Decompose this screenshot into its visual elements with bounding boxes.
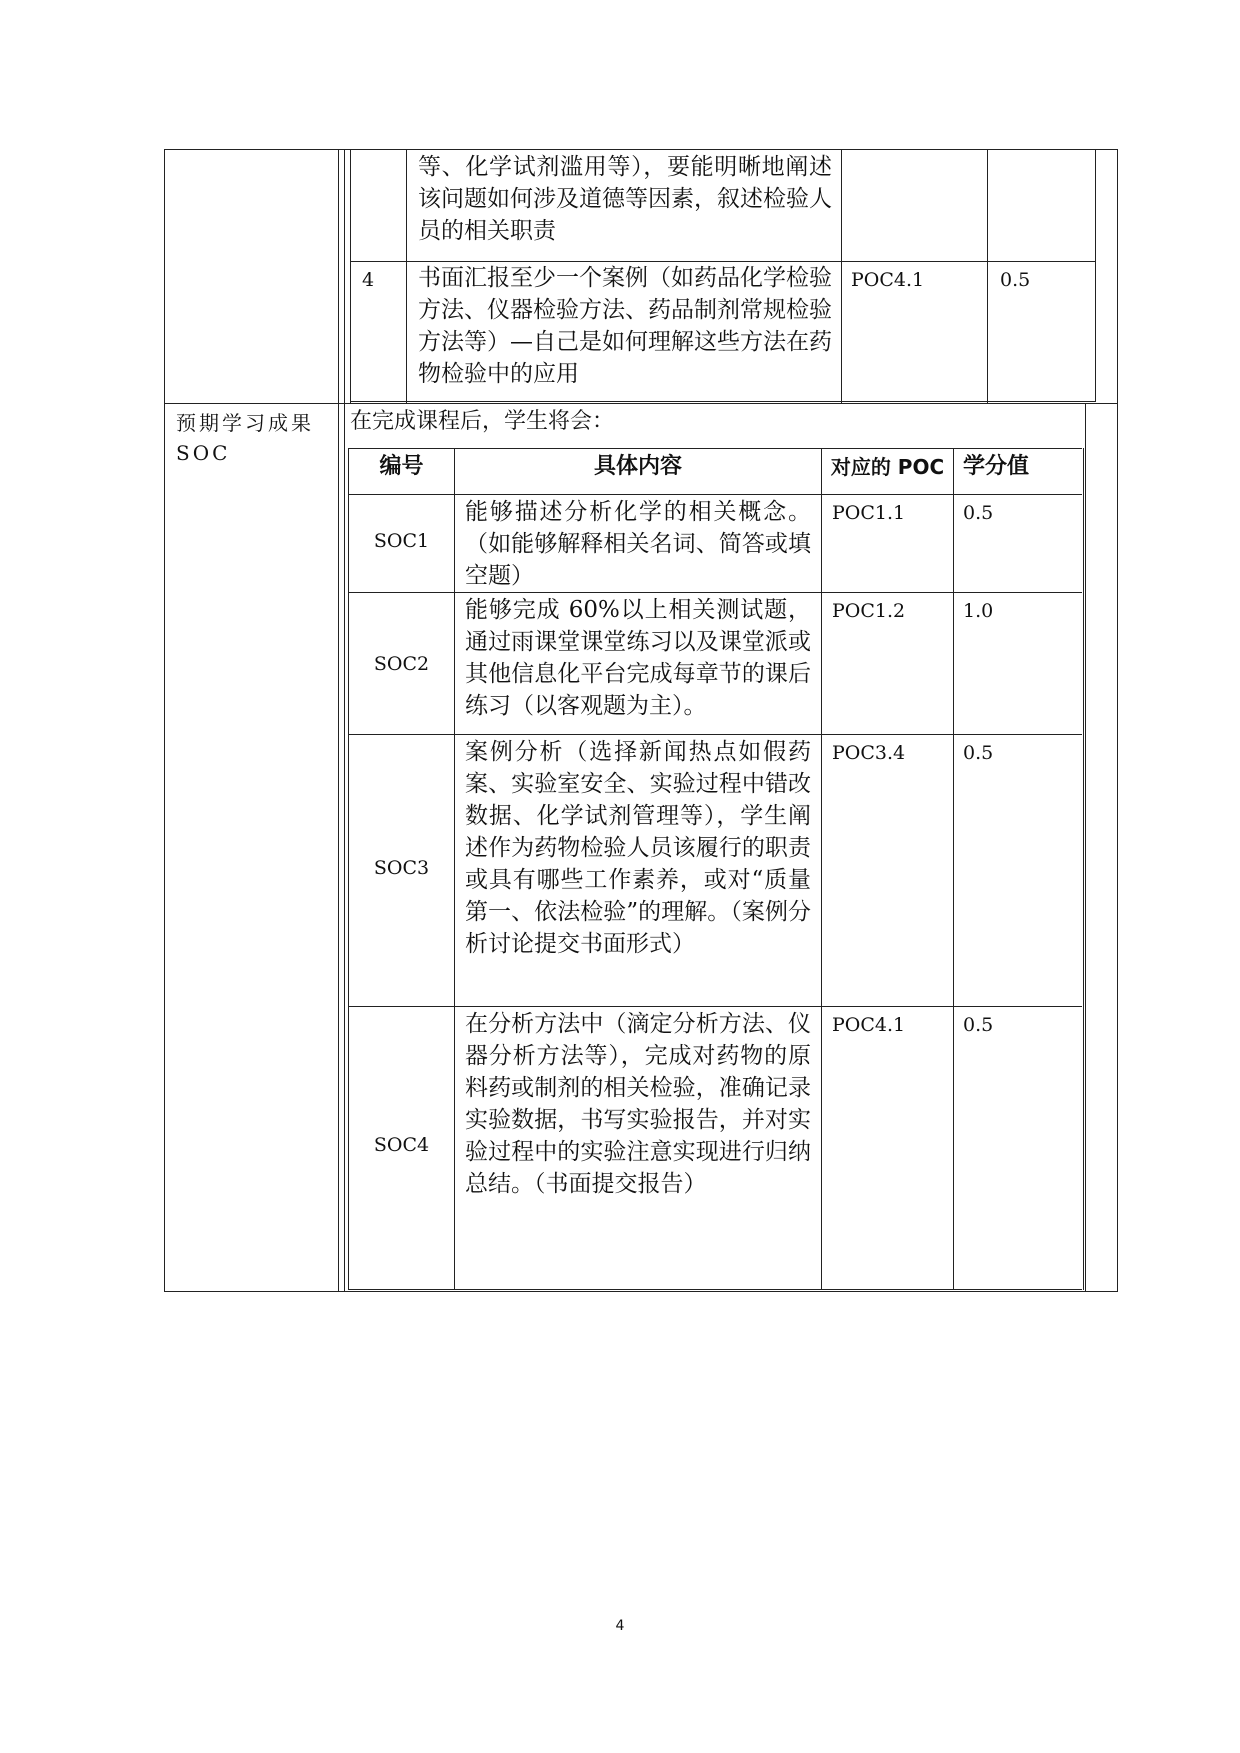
soc-row-2-content: 能够完成 60%以上相关测试题，通过雨课堂课堂练习以及课堂派或其他信息化平台完成每章节的课后练习（以客观题为主）。 — [465, 597, 811, 719]
label-column-divider-inner — [344, 149, 345, 1291]
soc-header-content: 具体内容 — [593, 454, 682, 479]
soc-row-2-credit: 1.0 — [963, 600, 994, 622]
outer-right-border — [1117, 149, 1118, 1291]
top-table-col-poc — [987, 149, 988, 403]
soc-table-top-border — [348, 448, 1082, 449]
soc-row-3-code: SOC3 — [373, 857, 430, 879]
top-table-bottom-border — [350, 401, 1096, 402]
soc-table-row-1-divider — [348, 592, 1082, 593]
soc-table-header-divider — [348, 494, 1082, 495]
outer-left-border — [164, 149, 165, 1291]
page-number: 4 — [615, 1618, 625, 1634]
soc-intro: 在完成课程后，学生将会： — [350, 409, 615, 434]
soc-table-col-code — [454, 448, 455, 1290]
soc-row-4-code: SOC4 — [373, 1134, 430, 1156]
top-row-2-credit: 0.5 — [1000, 269, 1031, 291]
soc-row-1-content: 能够描述分析化学的相关概念。（如能够解释相关名词、简答或填空题） — [465, 499, 811, 589]
inner-right-border-top — [1095, 149, 1096, 402]
soc-header-num: 编号 — [379, 454, 424, 479]
soc-row-2-code: SOC2 — [373, 653, 430, 675]
soc-row-3-credit: 0.5 — [963, 742, 994, 764]
soc-row-4-poc: POC4.1 — [832, 1014, 906, 1036]
soc-row-1-credit: 0.5 — [963, 502, 994, 524]
top-row-1-content: 等、化学试剂滥用等），要能明晰地阐述该问题如何涉及道德等因素，叙述检验人员的相关职责 — [418, 154, 832, 244]
top-row-2-content: 书面汇报至少一个案例（如药品化学检验方法、仪器检验方法、药品制剂常规检验方法等）—自己是如何理解这些方法在药物检验中的应用 — [418, 265, 832, 387]
soc-row-3-poc: POC3.4 — [832, 742, 906, 764]
soc-table-right-border — [1083, 448, 1084, 1290]
soc-row-1-poc: POC1.1 — [832, 502, 906, 524]
top-table-col-num — [406, 149, 407, 403]
label-column-divider — [338, 149, 339, 1291]
soc-row-4-content: 在分析方法中（滴定分析方法、仪器分析方法等），完成对药物的原料药或制剂的相关检验，准确记录实验数据，书写实验报告，并对实验过程中的实验注意实现进行归纳总结。（书面提交报告） — [465, 1011, 811, 1197]
soc-table-col-poc — [953, 448, 954, 1290]
soc-table-col-content — [821, 448, 822, 1290]
soc-table-row-2-divider — [348, 734, 1082, 735]
top-table-left-border — [350, 149, 351, 403]
soc-row-2-poc: POC1.2 — [832, 600, 906, 622]
top-table-col-content — [841, 149, 842, 403]
outer-bottom-border — [164, 1291, 1118, 1292]
top-row-2-poc: POC4.1 — [851, 269, 925, 291]
soc-row-3-content: 案例分析（选择新闻热点如假药案、实验室安全、实验过程中错改数据、化学试剂管理等），学生阐述作为药物检验人员该履行的职责或具有哪些工作素养，或对“质量第一、依法检验”的理解。（案例分析讨论提交书面形式） — [465, 739, 811, 957]
soc-table-bottom-border — [348, 1289, 1082, 1290]
soc-header-poc: 对应的 POC — [830, 455, 945, 479]
soc-section-label: 预期学习成果SOC — [176, 411, 314, 465]
soc-row-1-code: SOC1 — [373, 530, 430, 552]
outer-top-border — [164, 149, 1118, 150]
inner-right-border-bottom — [1085, 403, 1086, 1291]
section-divider — [164, 403, 1118, 404]
soc-header-credit: 学分值 — [963, 454, 1030, 479]
soc-table-row-3-divider — [348, 1006, 1082, 1007]
soc-row-4-credit: 0.5 — [963, 1014, 994, 1036]
top-row-2-num: 4 — [362, 269, 375, 291]
